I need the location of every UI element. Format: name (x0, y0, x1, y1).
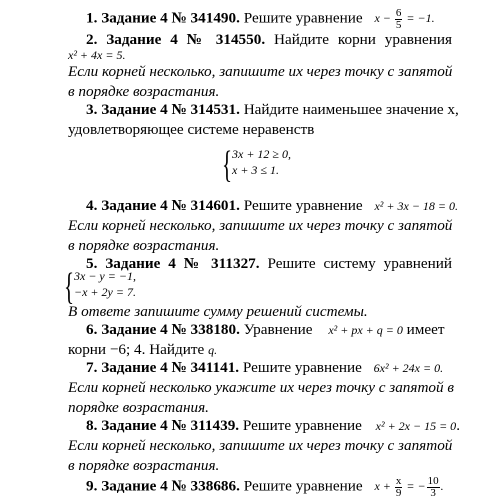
task-6-text: Уравнение (239, 321, 313, 338)
task-7 (86, 358, 452, 378)
task-8-note-line-1: Если корней несколько, запишите их через точку с запятой (68, 437, 453, 454)
task-9-number: 9. Задание 4 № 338686. (86, 477, 240, 495)
task-3-number: 3. Задание 4 № 314531. (86, 101, 240, 118)
task-4-note-line-2: в порядке возрастания. (68, 237, 220, 254)
task-3-system-row-2: x + 3 ≤ 1. (232, 163, 280, 177)
task-1-number: 1. Задание 4 № 341490. (86, 9, 240, 27)
task-7-number: 7. Задание 4 № 341141. (86, 359, 240, 376)
task-7-note-line-1: Если корней несколько укажите их через точку с запятой в (68, 379, 454, 396)
system-brace-icon: { (64, 266, 75, 308)
task-4-number: 4. Задание 4 № 314601. (86, 197, 240, 214)
task-8-note-line-2: в порядке возрастания. (68, 457, 220, 474)
task-5-system-row-2: −x + 2y = 7. (74, 285, 136, 299)
task-4-equation: x² + 3x − 18 = 0. (374, 199, 459, 213)
task-9-equation: x + $\frac{x}{9}$ = − $\frac{10}{3}$ . (374, 475, 444, 499)
task-9 (86, 476, 452, 499)
task-6-text-line-2: корни −6; 4. Найдите q. (68, 341, 218, 358)
task-5-system (64, 268, 184, 306)
task-1-equation: x − $\frac{6}{5}$ = −1. (374, 7, 435, 31)
task-3-text: Найдите наименьшее значение x, (239, 101, 459, 118)
task-6-text-end: имеет (402, 321, 445, 338)
task-3-system (222, 146, 312, 184)
task-2-number: 2. Задание 4 № 314550. (86, 31, 266, 48)
task-2-equation: x² + 4x = 5. (68, 48, 126, 62)
task-7-text: Решите уравнение (239, 359, 362, 376)
task-6-number: 6. Задание 4 № 338180. (86, 321, 240, 338)
task-1-text: Решите уравнение (239, 9, 363, 27)
task-4 (86, 196, 459, 216)
task-2-note-line-2: в порядке возрастания. (68, 83, 220, 100)
task-2-note-line-1: Если корней несколько, запишите их через точку с запятой (68, 63, 453, 80)
task-5-note: В ответе запишите сумму решений системы. (68, 303, 368, 320)
task-9-text: Решите уравнение (239, 477, 363, 495)
task-4-text: Решите уравнение (239, 197, 363, 214)
task-1 (86, 8, 452, 31)
task-8-text: Решите уравнение (239, 417, 362, 434)
task-5-text: Решите систему уравнений (259, 255, 452, 272)
task-8-text-end: . (456, 417, 460, 434)
task-3 (86, 100, 459, 120)
task-2-text: Найдите корни уравнения (265, 31, 452, 48)
task-8 (86, 416, 460, 436)
task-3-text-line-2: удовлетворяющее системе неравенств (68, 121, 315, 138)
task-5-system-row-1: 3x − y = −1, (74, 269, 136, 283)
task-5-number: 5. Задание 4 № 311327. (86, 255, 260, 272)
task-4-note-line-1: Если корней несколько, запишите их через точку с запятой (68, 217, 453, 234)
task-7-note-line-2: порядке возрастания. (68, 399, 209, 416)
task-6 (86, 320, 452, 340)
task-8-number: 8. Задание 4 № 311439. (86, 417, 240, 434)
system-brace-icon: { (222, 144, 233, 186)
task-8-equation: x² + 2x − 15 = 0 (375, 419, 457, 433)
task-7-equation: 6x² + 24x = 0. (373, 361, 444, 375)
task-6-equation: x² + px + q = 0 (328, 323, 403, 337)
task-3-system-row-1: 3x + 12 ≥ 0, (232, 147, 292, 161)
task-6-variable: q. (208, 343, 218, 357)
